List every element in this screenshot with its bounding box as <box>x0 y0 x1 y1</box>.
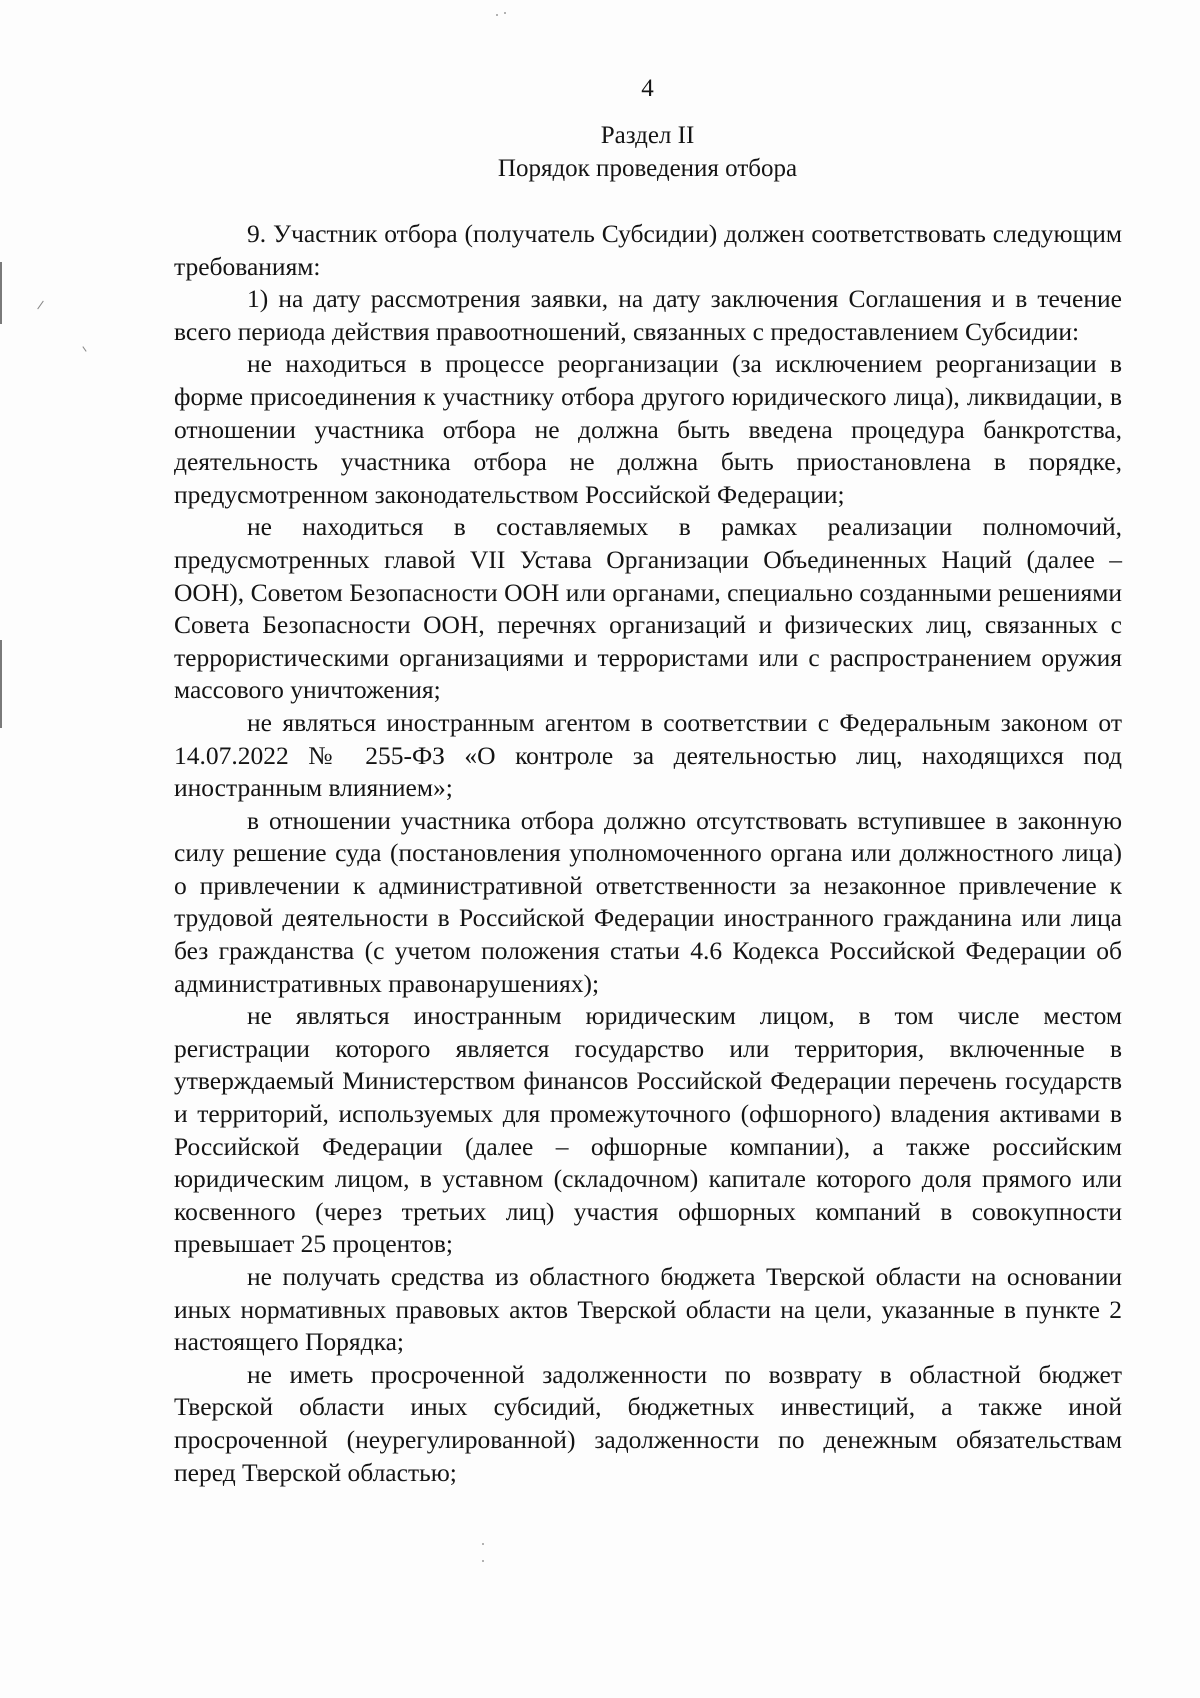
section-title: Раздел II <box>600 122 695 149</box>
page-number: 4 <box>641 75 654 102</box>
scan-artifact <box>82 346 86 351</box>
paragraph-court-decision: в отношении участника отбора должно отсутствовать вступившее в законную силу решение суда (постановления уполномоченного органа или должностного лица) о привлечении к административной ответственности за незаконное привлечение к трудовой деятельности в Российской Федерации иностранного гражданина или лица без гражданства (с учетом положения статьи 4.6 Кодекса Российской Федерации об административных правонарушениях); <box>174 805 1122 998</box>
scan-speck <box>496 14 498 16</box>
scan-edge-mark <box>0 262 2 324</box>
scan-edge-mark <box>0 640 2 728</box>
section-subtitle: Порядок проведения отбора <box>497 155 798 182</box>
scan-speck <box>482 1543 484 1545</box>
scan-speck <box>504 12 506 14</box>
paragraph-item-9: 9. Участник отбора (получатель Субсидии) должен соответствовать следующим требованиям: <box>174 219 1122 281</box>
paragraph-overdue-debt: не иметь просроченной задолженности по возврату в областной бюджет Тверской области иных субсидий, бюджетных инвестиций, а также иной просроченной (неурегулированной) задолженности по денежным обязательствам перед Тверской областью; <box>174 1359 1122 1487</box>
paragraph-reorganization: не находиться в процессе реорганизации (за исключением реорганизации в форме присоединения к участнику отбора другого юридического лица), ликвидации, в отношении участника отбора не должна быть введена процедура банкротства, деятельность участника отбора не должна быть приостановлена в порядке, предусмотренном законодательством Российской Федерации; <box>174 349 1122 509</box>
paragraph-foreign-agent: не являться иностранным агентом в соответствии с Федеральным законом от 14.07.2022 № 255-ФЗ «О контроле за деятельностью лиц, находящихся под иностранным влиянием»; <box>174 707 1122 803</box>
scan-artifact <box>37 301 44 310</box>
paragraph-offshore: не являться иностранным юридическим лицом, в том числе местом регистрации которого является государство или территория, включенные в утверждаемый Министерством финансов Российской Федерации перечень государств и территорий, используемых для промежуточного (офшорного) владения активами в Российской Федерации (далее – офшорные компании), а также российским юридическим лицом, в уставном (складочном) капитале которого доля прямого или косвенного (через третьих лиц) участия офшорных компаний в совокупности превышает 25 процентов; <box>174 1001 1122 1259</box>
paragraph-un-lists: не находиться в составляемых в рамках реализации полномочий, предусмотренных главой VII Устава Организации Объединенных Наций (далее – ООН), Советом Безопасности ООН или органами, специально созданными решениями Совета Безопасности ООН, перечнях организаций и физических лиц, связанных с террористическими организациями и террористами или с распространением оружия массового уничтожения; <box>174 512 1122 705</box>
paragraph-subitem-1: 1) на дату рассмотрения заявки, на дату заключения Соглашения и в течение всего периода действия правоотношений, связанных с предоставлением Субсидии: <box>174 284 1122 346</box>
scan-speck <box>482 1560 484 1562</box>
paragraph-budget-funds: не получать средства из областного бюджета Тверской области на основании иных нормативных правовых актов Тверской области на цели, указанные в пункте 2 настоящего Порядка; <box>174 1262 1122 1357</box>
document-body <box>174 218 1122 1489</box>
